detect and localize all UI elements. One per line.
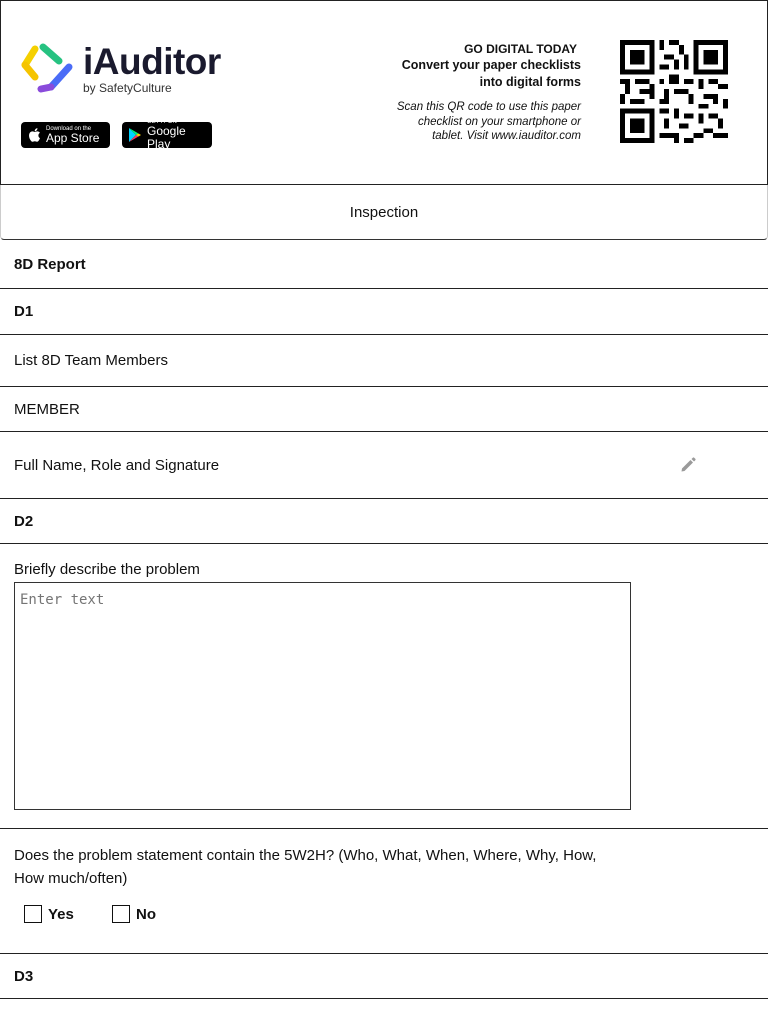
qr-code-icon xyxy=(619,40,729,143)
logo-subtitle: by SafetyCulture xyxy=(83,81,172,95)
section-header-d3 xyxy=(0,954,768,999)
page-title: Inspection xyxy=(0,185,768,240)
promo-text xyxy=(391,41,581,144)
app-store-button[interactable] xyxy=(21,122,110,148)
no-label: No xyxy=(136,905,156,923)
no-checkbox-option[interactable] xyxy=(112,905,156,923)
app-store-label: App Store xyxy=(46,130,100,145)
section-title: D3 xyxy=(14,967,34,985)
promo-subheading: Convert your paper checklists into digital forms xyxy=(401,58,581,89)
problem-description-label: Briefly describe the problem xyxy=(14,561,200,578)
yes-label: Yes xyxy=(48,905,74,923)
section-header-8d-report xyxy=(0,240,768,289)
question-label: List 8D Team Members xyxy=(14,352,168,369)
section-header-d2 xyxy=(0,499,768,544)
promo-heading: GO DIGITAL TODAY xyxy=(464,42,577,56)
signature-row[interactable] xyxy=(0,432,768,499)
logo-title: iAuditor xyxy=(83,41,221,82)
member-header-row xyxy=(0,387,768,432)
google-play-small-text: GET IT ON xyxy=(147,119,177,126)
google-play-label: Google Play xyxy=(147,124,186,151)
divider xyxy=(0,940,768,954)
promo-note: Scan this QR code to use this paper checklist on your smartphone or tablet. Visit www.iauditor.com xyxy=(396,101,581,142)
team-members-label-row xyxy=(0,335,768,387)
apple-icon xyxy=(27,127,41,143)
no-checkbox[interactable] xyxy=(112,905,130,923)
signature-label: Full Name, Role and Signature xyxy=(14,456,220,474)
section-header-d1 xyxy=(0,289,768,335)
5w2h-question-label: Does the problem statement contain the 5W2H? (Who, What, When, Where, Why, How, How much/often) xyxy=(14,847,597,887)
section-title: D1 xyxy=(14,303,34,320)
section-title: 8D Report xyxy=(14,255,86,273)
yes-checkbox[interactable] xyxy=(24,905,42,923)
member-label: MEMBER xyxy=(14,400,80,418)
app-store-small-text: Download on the xyxy=(46,125,92,132)
iauditor-logo xyxy=(21,43,221,95)
pencil-icon[interactable] xyxy=(679,456,697,474)
google-play-icon xyxy=(128,127,142,143)
yes-checkbox-option[interactable] xyxy=(24,905,74,923)
problem-description-input[interactable] xyxy=(14,582,631,810)
google-play-button[interactable] xyxy=(122,119,212,151)
promo-banner xyxy=(0,0,768,185)
section-title: D2 xyxy=(14,512,34,530)
iauditor-logo-icon xyxy=(21,43,73,95)
divider xyxy=(0,810,768,829)
